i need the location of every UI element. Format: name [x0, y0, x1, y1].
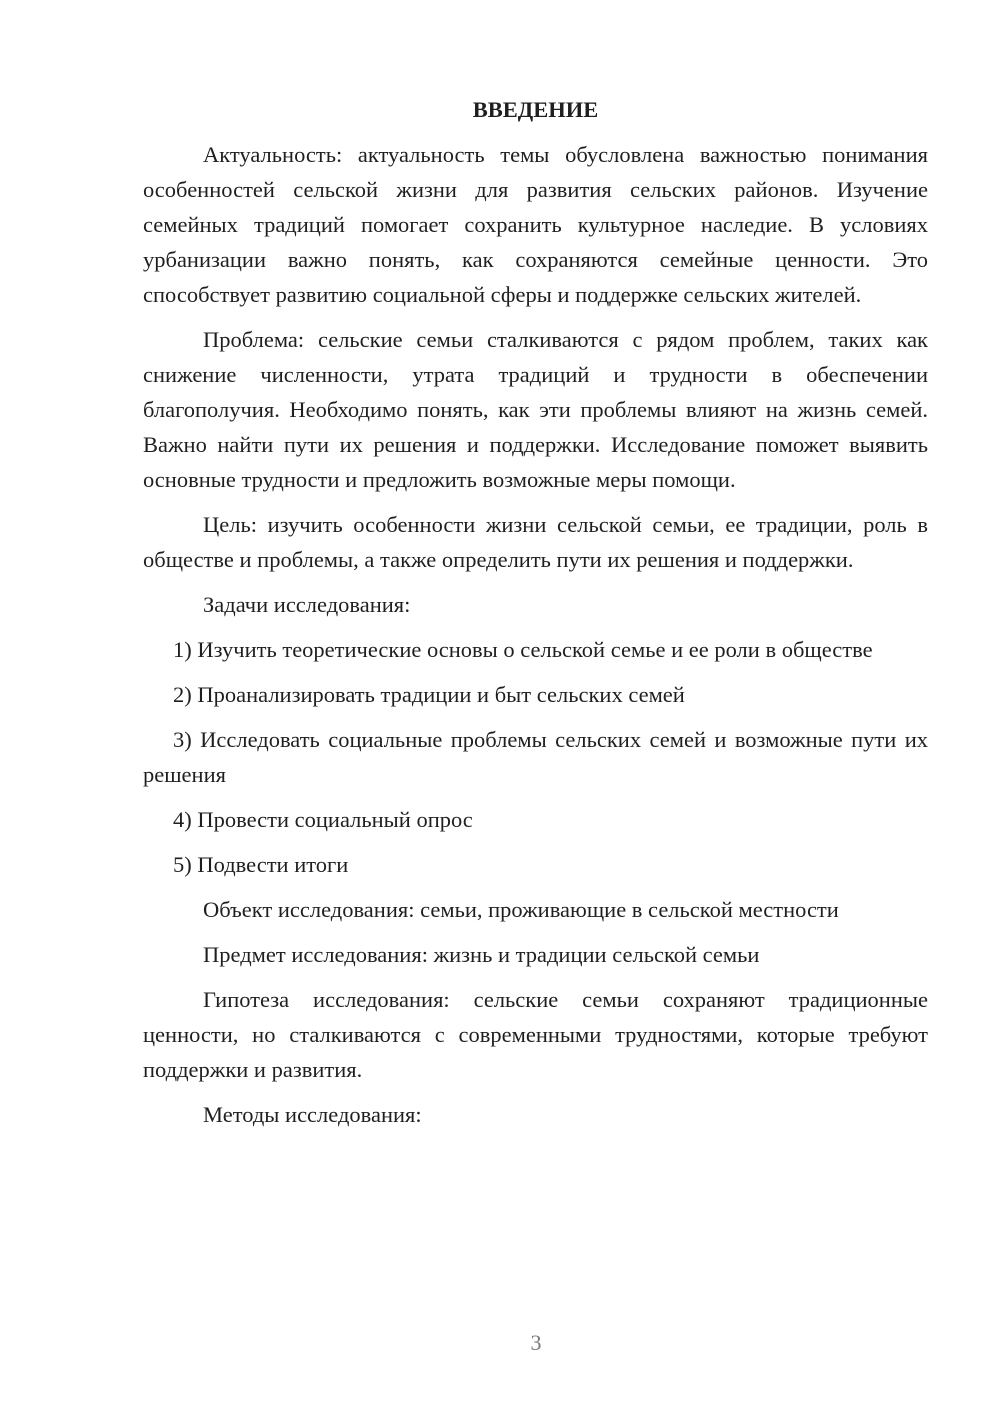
problem-paragraph: Проблема: сельские семьи сталкиваются с рядом проблем, таких как снижение численности, утрата традиций и трудности в обеспечении благополучия. Необходимо понять, как эти проблемы влияют на жизнь семей. Важно найти пути их решения и поддержки. Исследование поможет выявить основные трудности и предложить возможные меры помощи.	[143, 327, 928, 492]
page-number: 3	[530, 1330, 542, 1355]
tasks-heading: Задачи исследования:	[203, 592, 411, 617]
page-title: ВВЕДЕНИЕ	[472, 97, 599, 122]
task-item-4: 4) Провести социальный опрос	[173, 807, 473, 832]
document-page	[143, 92, 928, 1142]
subject-paragraph: Предмет исследования: жизнь и традиции сельской семьи	[203, 942, 760, 967]
methods-heading: Методы исследования:	[203, 1102, 422, 1127]
relevance-paragraph: Актуальность: актуальность темы обусловлена важностью понимания особенностей сельской жизни для развития сельских районов. Изучение семейных традиций помогает сохранить культурное наследие. В условиях урбанизации важно понять, как сохраняются семейные ценности. Это способствует развитию социальной сферы и поддержке сельских жителей.	[143, 142, 928, 307]
object-paragraph: Объект исследования: семьи, проживающие в сельской местности	[203, 897, 839, 922]
task-item-3: 3) Исследовать социальные проблемы сельских семей и возможные пути их решения	[143, 727, 928, 787]
task-item-5: 5) Подвести итоги	[173, 852, 349, 877]
task-item-2: 2) Проанализировать традиции и быт сельских семей	[173, 682, 685, 707]
hypothesis-paragraph: Гипотеза исследования: сельские семьи сохраняют традиционные ценности, но сталкиваются с современными трудностями, которые требуют поддержки и развития.	[143, 987, 928, 1082]
goal-paragraph: Цель: изучить особенности жизни сельской семьи, ее традиции, роль в обществе и проблемы, а также определить пути их решения и поддержки.	[143, 512, 928, 572]
task-item-1: 1) Изучить теоретические основы о сельской семье и ее роли в обществе	[173, 637, 873, 662]
